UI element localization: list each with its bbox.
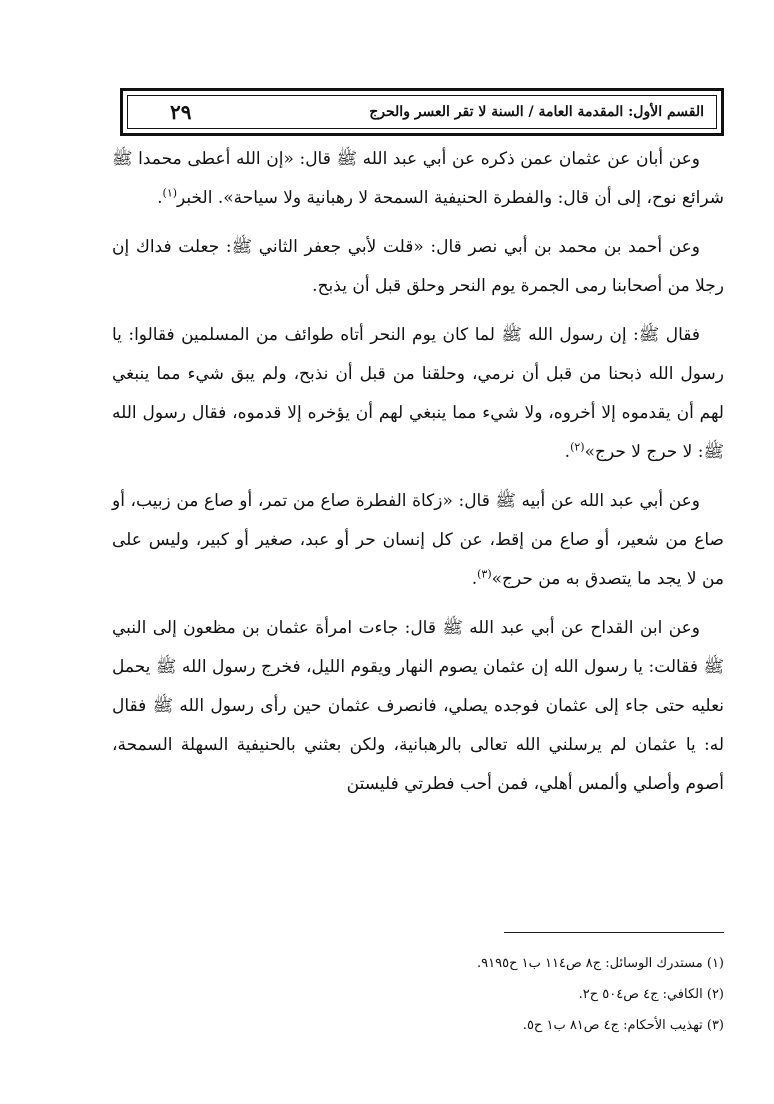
paragraph-text: وعن ابن القداح عن أبي عبد الله ﷺ قال: جاءت امرأة عثمان بن مظعون إلى النبي ﷺ فقالت: يا رسول الله إن عثمان يصوم النهار ويقوم الليل، فخرج رسول الله ﷺ يحمل نعليه حتى جاء إلى عثمان فوجده يصلي، فانصرف عثمان حين رأى رسول الله ﷺ فقال له: يا عثمان لم يرسلني الله تعالى بالرهبانية، ولكن بعثني بالحنيفية السهلة السمحة، أصوم وأصلي وألمس أهلي، فمن أحب فطرتي فليستن — [112, 618, 724, 794]
running-header — [120, 88, 724, 136]
paragraph-tail: . — [157, 188, 163, 208]
running-title: القسم الأول: المقدمة العامة / السنة لا تقر العسر والحرج — [369, 104, 704, 120]
footnotes — [112, 948, 724, 1041]
body-text — [112, 140, 724, 814]
footnote-divider — [504, 932, 724, 933]
paragraph — [112, 609, 724, 804]
paragraph-text: فقال ﷺ: إن رسول الله ﷺ لما كان يوم النحر أتاه طوائف من المسلمين فقالوا: يا رسول الله ذبحنا من قبل أن نرمي، وحلقنا من قبل أن نذبح، ولم يبق شيء مما ينبغي لهم أن يقدموه إلا أخروه، ولا شيء مما ينبغي لهم أن يؤخره إلا قدموه، فقال رسول الله ﷺ: لا حرج لا حرج» — [112, 325, 724, 462]
paragraph — [112, 482, 724, 599]
footnote-ref: (٣) — [477, 567, 492, 581]
footnote-ref: (١) — [162, 186, 178, 200]
footnote: (٢) الكافي: ج٤ ص٥٠٤ ح٢. — [578, 987, 724, 1002]
footnote: (٣) تهذيب الأحكام: ج٤ ص٨١ ب١ ح٥. — [522, 1018, 724, 1033]
paragraph-tail: . — [564, 442, 571, 462]
paragraph — [112, 316, 724, 472]
paragraph — [112, 140, 724, 218]
running-header-inner — [127, 95, 717, 129]
paragraph-text: وعن أحمد بن محمد بن أبي نصر قال: «قلت لأبي جعفر الثاني ﷺ: جعلت فداك إن رجلا من أصحابنا رمى الجمرة يوم النحر وحلق قبل أن يذبح. — [112, 237, 724, 296]
paragraph — [112, 228, 724, 306]
footnote-ref: (٢) — [570, 440, 585, 454]
paragraph-text: وعن أبي عبد الله عن أبيه ﷺ قال: «زكاة الفطرة صاع من تمر، أو صاع من زبيب، أو صاع من شعير، أو صاع من إقط، عن كل إنسان حر أو عبد، صغير أو كبير، وليس على من لا يجد ما يتصدق به من حرج» — [112, 491, 724, 589]
page-number: ٢٩ — [170, 100, 192, 124]
footnote: (١) مستدرك الوسائل: ج٨ ص١١٤ ب١ ح٩١٩٥. — [477, 956, 724, 971]
paragraph-tail: . — [471, 569, 478, 589]
paragraph-text: وعن أبان عن عثمان عمن ذكره عن أبي عبد الله ﷺ قال: «إن الله أعطى محمدا ﷺ شرائع نوح، إلى أن قال: والفطرة الحنيفية السمحة لا رهبانية ولا سياحة». الخبر — [112, 149, 724, 208]
